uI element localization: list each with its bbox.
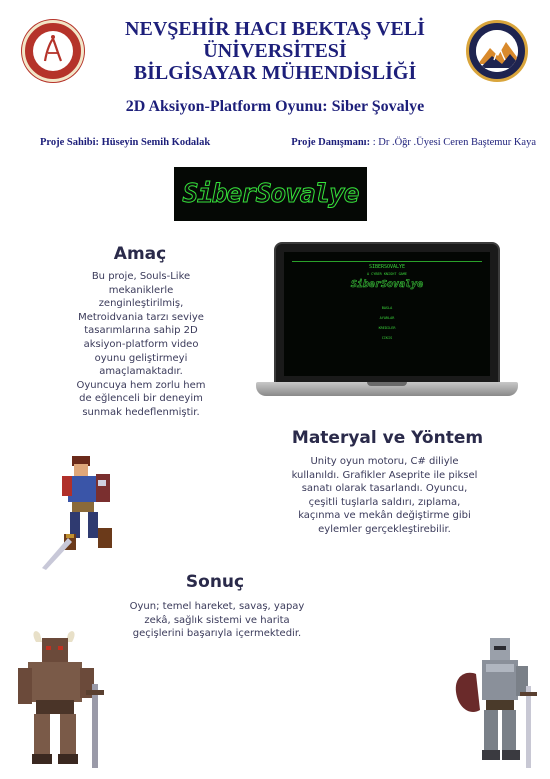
materyal-line: çeşitli tuşlarla saldırı, zıplama, xyxy=(308,496,461,508)
minotaur-sprite-icon xyxy=(6,628,110,776)
amac-line: oyunu geliştirmeyi xyxy=(94,352,188,364)
sonuc-heading: Sonuç xyxy=(185,572,245,592)
armored-knight-sprite-icon xyxy=(452,636,542,776)
university-name xyxy=(95,18,455,84)
university-emblem-icon xyxy=(33,31,73,71)
amac-line: aksiyon-platform video xyxy=(83,338,199,350)
advisor-name: : Dr .Öğr .Üyesi Ceren Baştemur Kaya xyxy=(370,137,536,148)
project-owner: Proje Sahibi: Hüseyin Semih Kodalak xyxy=(40,137,211,148)
university-logo xyxy=(22,20,84,82)
screen-menu-item: CIKIS xyxy=(381,336,393,340)
amac-line: Bu proje, Souls-Like xyxy=(91,271,191,282)
screen-title: SIBERSOVALYE xyxy=(368,264,406,270)
amac-line: mekaniklerle xyxy=(108,284,174,296)
amac-line: zenginleştirilmiş, xyxy=(98,298,184,310)
amac-line: Metroidvania tarzı seviye xyxy=(78,311,204,323)
screen-logo: SiberSovalye xyxy=(350,279,424,290)
project-advisor xyxy=(291,137,536,148)
laptop-lid xyxy=(274,242,500,386)
university-line-1: NEVŞEHİR HACI BEKTAŞ VELİ xyxy=(125,18,425,40)
sonuc-line: zekâ, sağlık sistemi ve harita xyxy=(144,614,290,626)
laptop-screen xyxy=(284,252,490,376)
screen-menu-item: BASLA xyxy=(381,306,393,310)
materyal-heading: Materyal ve Yöntem xyxy=(291,428,484,448)
materyal-line: eylemler gerçekleştirebilir. xyxy=(318,523,451,535)
university-line-3: BİLGİSAYAR MÜHENDİSLİĞİ xyxy=(133,62,417,84)
materyal-text xyxy=(262,455,507,537)
game-logo-banner xyxy=(174,167,367,221)
amac-heading: Amaç xyxy=(113,244,167,264)
amac-line: Oyuncuya hem zorlu hem xyxy=(76,379,206,391)
amac-line: amaçlamaktadır. xyxy=(99,366,183,378)
amac-line: de eğlenceli bir deneyim xyxy=(79,393,203,405)
amac-text xyxy=(62,270,220,420)
project-title: 2D Aksiyon-Platform Oyunu: Siber Şovalye xyxy=(125,98,425,115)
screen-menu-item: KREDILER xyxy=(378,326,396,330)
materyal-line: kullanıldı. Grafikler Aseprite ile piksel xyxy=(291,469,478,481)
screen-divider xyxy=(292,261,482,262)
department-logo xyxy=(466,20,528,82)
materyal-line: sanatı olarak tasarlandı. Oyuncu, xyxy=(301,483,468,495)
amac-line: sunmak hedeflenmiştir. xyxy=(82,406,200,418)
game-logo-text: SiberSovalye xyxy=(182,179,359,209)
knight-sprite-icon xyxy=(38,452,130,572)
screen-menu-item: AYARLAR xyxy=(379,316,395,320)
laptop-base xyxy=(256,382,518,396)
sonuc-line: geçişlerini başarıyla içermektedir. xyxy=(132,628,302,640)
mountain-emblem-icon xyxy=(476,30,518,72)
materyal-line: Unity oyun motoru, C# diliyle xyxy=(310,456,459,467)
advisor-label: Proje Danışmanı: xyxy=(291,137,371,148)
laptop-notch xyxy=(367,382,407,386)
sonuc-line: Oyun; temel hareket, savaş, yapay xyxy=(129,601,305,612)
amac-line: tasarımlarına sahip 2D xyxy=(84,325,198,337)
university-line-2: ÜNİVERSİTESİ xyxy=(203,40,347,62)
sonuc-text xyxy=(112,600,322,641)
laptop-image xyxy=(256,242,518,402)
materyal-line: kaçınma ve mekân değiştirme gibi xyxy=(298,510,471,522)
screen-subtitle: A CYBER KNIGHT GAME xyxy=(366,272,408,276)
